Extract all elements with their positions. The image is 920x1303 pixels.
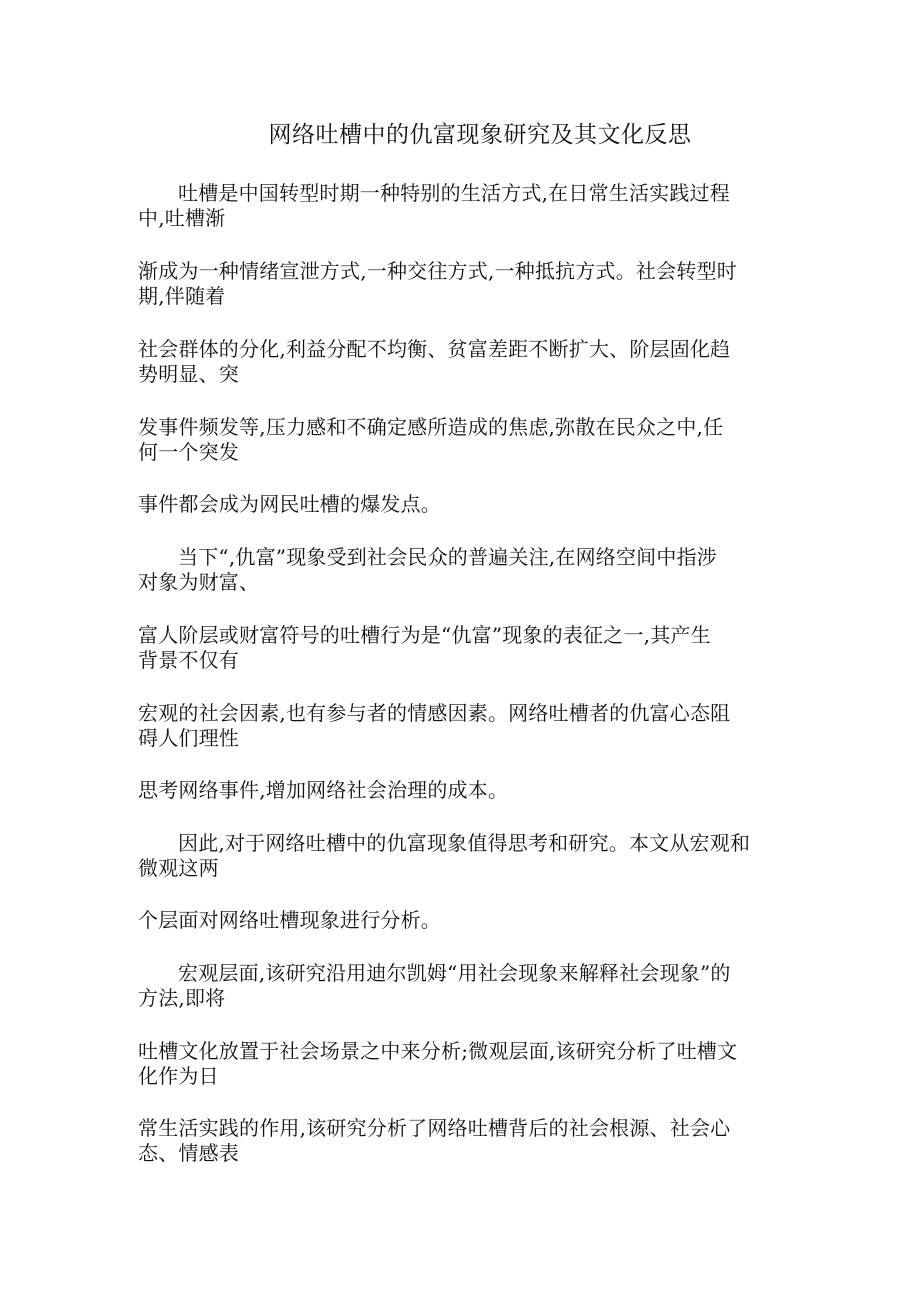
paragraph-1-line-3: 渐成为一种情绪宣泄方式,一种交往方式,一种抵抗方式。社会转型时 [138,259,737,283]
paragraph-2-line-1: 当下“,仇富”现象受到社会民众的普遍关注,在网络空间中指涉 [178,545,717,569]
paragraph-1-line-4: 期,伴随着 [138,284,226,308]
paragraph-2-line-4: 背景不仅有 [138,648,239,672]
paragraph-4-line-4: 化作为日 [138,1064,219,1088]
paragraph-1-line-1: 吐槽是中国转型时期一种特别的生活方式,在日常生活实践过程 [178,181,730,205]
paragraph-4-line-5: 常生活实践的作用,该研究分析了网络吐槽背后的社会根源、社会心 [138,1116,731,1140]
paragraph-4-line-1: 宏观层面,该研究沿用迪尔凯姆“用社会现象来解释社会现象”的 [178,961,731,985]
paragraph-2-line-5: 宏观的社会因素,也有参与者的情感因素。网络吐槽者的仇富心态阻 [138,701,731,725]
paragraph-1-line-7: 发事件频发等,压力感和不确定感所造成的焦虑,弥散在民众之中,任 [138,415,724,439]
paragraph-4-line-3: 吐槽文化放置于社会场景之中来分析;微观层面,该研究分析了吐槽文 [138,1039,738,1063]
paragraph-3-line-2: 微观这两 [138,856,219,880]
paragraph-4-line-6: 态、情感表 [138,1141,239,1165]
paragraph-2-line-6: 碍人们理性 [138,726,239,750]
paragraph-4-line-2: 方法,即将 [138,986,226,1010]
paragraph-1-line-2: 中,吐槽渐 [138,206,226,230]
paragraph-1-line-6: 势明显、突 [138,362,239,386]
paragraph-3-line-3: 个层面对网络吐槽现象进行分析。 [138,908,441,932]
paragraph-2-line-7: 思考网络事件,增加网络社会治理的成本。 [138,778,509,802]
paragraph-2-line-3: 富人阶层或财富符号的吐槽行为是“仇富”现象的表征之一,其产生 [138,623,711,647]
document-title: 网络吐槽中的仇富现象研究及其文化反思 [268,122,692,148]
paragraph-3-line-1: 因此,对于网络吐槽中的仇富现象值得思考和研究。本文从宏观和 [178,831,751,855]
paragraph-1-line-8: 何一个突发 [138,440,239,464]
paragraph-1-line-5: 社会群体的分化,利益分配不均衡、贫富差距不断扩大、阶层固化趋 [138,337,731,361]
paragraph-2-line-2: 对象为财富、 [138,570,260,594]
paragraph-1-line-9: 事件都会成为网民吐槽的爆发点。 [138,492,441,516]
